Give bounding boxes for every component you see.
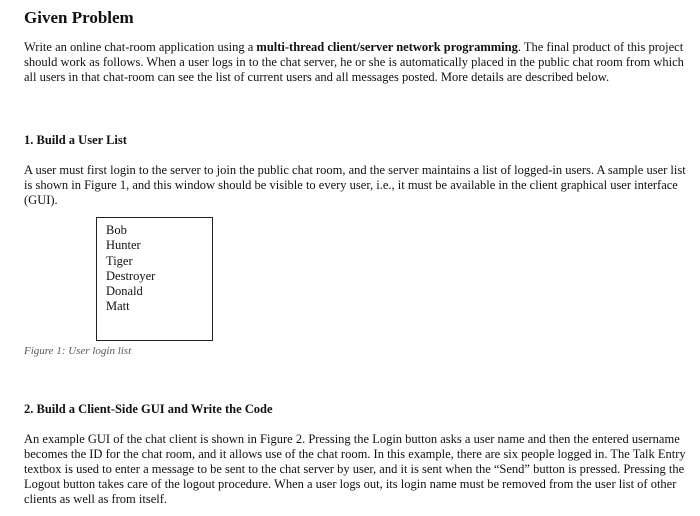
user-list-item: Hunter	[106, 238, 141, 253]
intro-text-end: . The final product of this project should work as follows. When a user logs in to the chat server, he or she is automatically placed in the public chat room from which all users in that chat-room can see the list of current users and all messages posted. More details are described below.	[24, 40, 684, 84]
user-list-item: Bob	[106, 223, 127, 237]
figure-1-caption: Figure 1: User login list	[24, 345, 132, 357]
user-list-item: Donald	[106, 284, 143, 299]
user-list-item: Destroyer	[106, 268, 156, 283]
intro-text-start: Write an online chat-room application using a	[24, 40, 257, 54]
page-title: Given Problem	[24, 8, 134, 27]
user-list-item: Tiger	[106, 253, 133, 268]
section-2-body: An example GUI of the chat client is shown in Figure 2. Pressing the Login button asks a user name and then the entered username becomes the ID for the chat room, and it allows use of the chat room. In this example, there are six people logged in. The Talk Entry textbox is used to enter a message to be sent to the chat server by user, and it is sent when the “Send” button is pressed. Pressing the Logout button takes care of the logout procedure. When a user logs out, its login name must be removed from the user list of other clients as well as from itself.	[24, 432, 686, 506]
intro-paragraph	[24, 40, 688, 85]
section-2-heading: 2. Build a Client-Side GUI and Write the Code	[24, 402, 273, 416]
intro-emphasis: multi-thread client/server network programming	[256, 40, 518, 54]
section-1-body: A user must first login to the server to join the public chat room, and the server maintains a list of logged-in users. A sample user list is shown in Figure 1, and this window should be visible to every user, i.e., it must be available in the client graphical user interface (GUI).	[24, 163, 686, 207]
user-list-item: Matt	[106, 299, 130, 314]
user-list-box	[96, 217, 213, 341]
user-list	[106, 223, 212, 315]
section-1-heading: 1. Build a User List	[24, 133, 127, 147]
